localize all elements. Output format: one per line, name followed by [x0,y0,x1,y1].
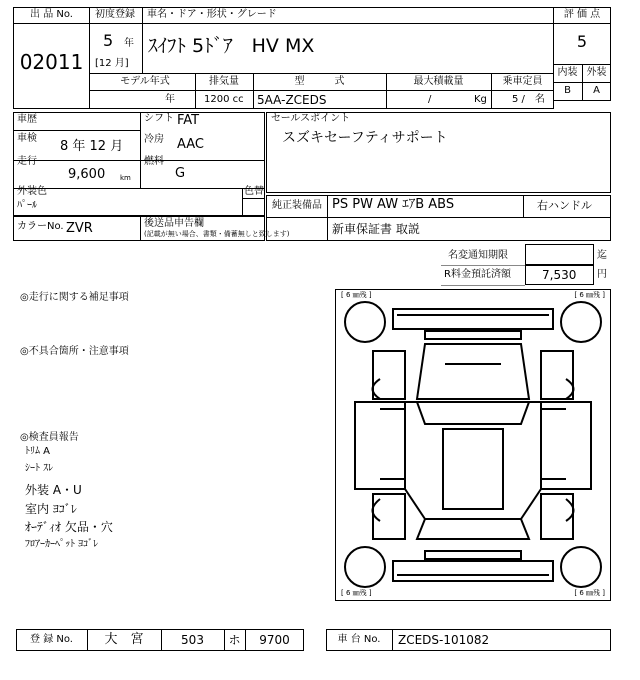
tire-rear-right-label: [ 6 ㎜残 ] [574,589,605,597]
sales-point-label: セールスポイント [271,113,351,124]
steering-value: 右ハンドル [537,199,592,212]
capacity-label: 乗車定員 [502,76,543,87]
recycle-label: R料金預託済額 [444,269,511,280]
inspector-line-2: ｼｰﾄ ｽﾚ [25,463,54,474]
tire-rear-left-label: [ 6 ㎜残 ] [341,589,372,597]
score-value: 5 [576,32,588,51]
inspector-line-1: ﾄﾘﾑ A [25,446,51,457]
color-no-value: ZVR [66,221,93,236]
mileage-value: 9,600 [68,167,106,182]
recycle-unit: 円 [597,269,607,280]
exterior-color-label: 外装色 [17,186,47,197]
inspection-value: 8 年 12 月 [60,139,124,154]
fuel-value: G [175,166,186,181]
first-reg-label: 初度登録 [95,9,135,20]
displacement-label: 排気量 [209,76,239,87]
fuel-label: 燃料 [144,156,164,167]
max-load-slash: / [428,94,432,105]
exterior-grade: A [593,85,600,96]
lot-number: 02011 [19,50,84,74]
ac-label: 冷房 [144,134,164,145]
defects-label: ◎不具合箇所・注意事項 [20,346,129,357]
driving-notes-label: ◎走行に関する補足事項 [20,292,129,303]
chassis-value: ZCEDS-101082 [398,633,490,647]
exterior-label: 外装 [586,67,607,78]
sales-point-box [266,112,611,193]
mileage-unit: km [120,174,131,182]
aftermarket-label: 後送品申告欄 [144,218,204,229]
inspector-line-5: ｵｰﾃﾞｨｵ 欠品・穴 [25,520,113,534]
first-reg-month: [12 月] [95,58,129,69]
inspector-line-4: 室内 ﾖｺﾞﾚ [25,502,77,516]
model-year-unit: 年 [165,94,175,105]
model-year-label: モデル年式 [120,76,170,87]
equipment-value: PS PW AW ｴｱB ABS [332,197,455,212]
specs-box [13,112,265,216]
plate-region: 大 宮 [104,632,144,647]
color-no-label: カラーNo. [17,221,64,232]
first-reg-year: 5 [103,31,114,50]
shift-label: シフト [144,113,174,124]
score-label: 評 価 点 [563,9,601,20]
type-label: 型 式 [294,76,345,87]
color-change-label: 色替 [244,186,264,197]
car-name: ｽｲﾌﾄ 5ﾄﾞｱ HV MX [148,35,315,57]
recycle-value: 7,530 [542,268,577,282]
inspector-line-3: 外装 A・U [25,483,82,497]
interior-label: 内装 [557,67,578,78]
first-reg-year-unit: 年 [124,38,134,49]
interior-grade: B [564,85,571,96]
aftermarket-note: (記載が無い場合、書類・備蓄無しと致します) [144,230,290,238]
equipment-label: 純正装備品 [272,200,322,211]
car-outline-drawing [335,289,611,601]
warranty-value: 新車保証書 取説 [332,222,420,236]
max-load-unit: Kg [474,94,487,105]
damage-diagram [335,289,611,601]
history-label: 車歴 [17,114,37,125]
ac-value: AAC [177,137,204,152]
max-load-label: 最大積載量 [413,76,464,87]
mileage-label: 走行 [17,156,37,167]
chassis-label: 車 台 No. [337,634,381,645]
lot-label: 出 品 No. [30,9,73,20]
type-value: 5AA-ZCEDS [257,93,327,107]
plate-number: 9700 [259,633,290,647]
plate-kana: ホ [228,633,241,647]
shift-value: FAT [177,113,200,128]
capacity-value: 5 / 名 [512,94,545,105]
inspector-label: ◎検査員報告 [20,432,79,443]
car-name-label: 車名・ドア・形状・グレード [147,9,277,20]
sales-point-value: スズキセーフティサポート [282,130,448,146]
inspector-line-6: ﾌﾛｱｰｶｰﾍﾟｯﾄ ﾖｺﾞﾚ [25,539,99,550]
plate-class: 503 [181,633,204,647]
name-change-box [525,244,594,265]
tire-front-right-label: [ 6 ㎜残 ] [574,291,605,299]
plate-label: 登 録 No. [30,634,73,645]
exterior-color-value: ﾊﾟｰﾙ [17,200,37,211]
name-change-label: 名変通知期限 [448,250,508,261]
name-change-unit: 迄 [597,250,607,261]
inspection-label: 車検 [17,133,37,144]
displacement-value: 1200 cc [204,94,244,105]
tire-front-left-label: [ 6 ㎜残 ] [341,291,372,299]
